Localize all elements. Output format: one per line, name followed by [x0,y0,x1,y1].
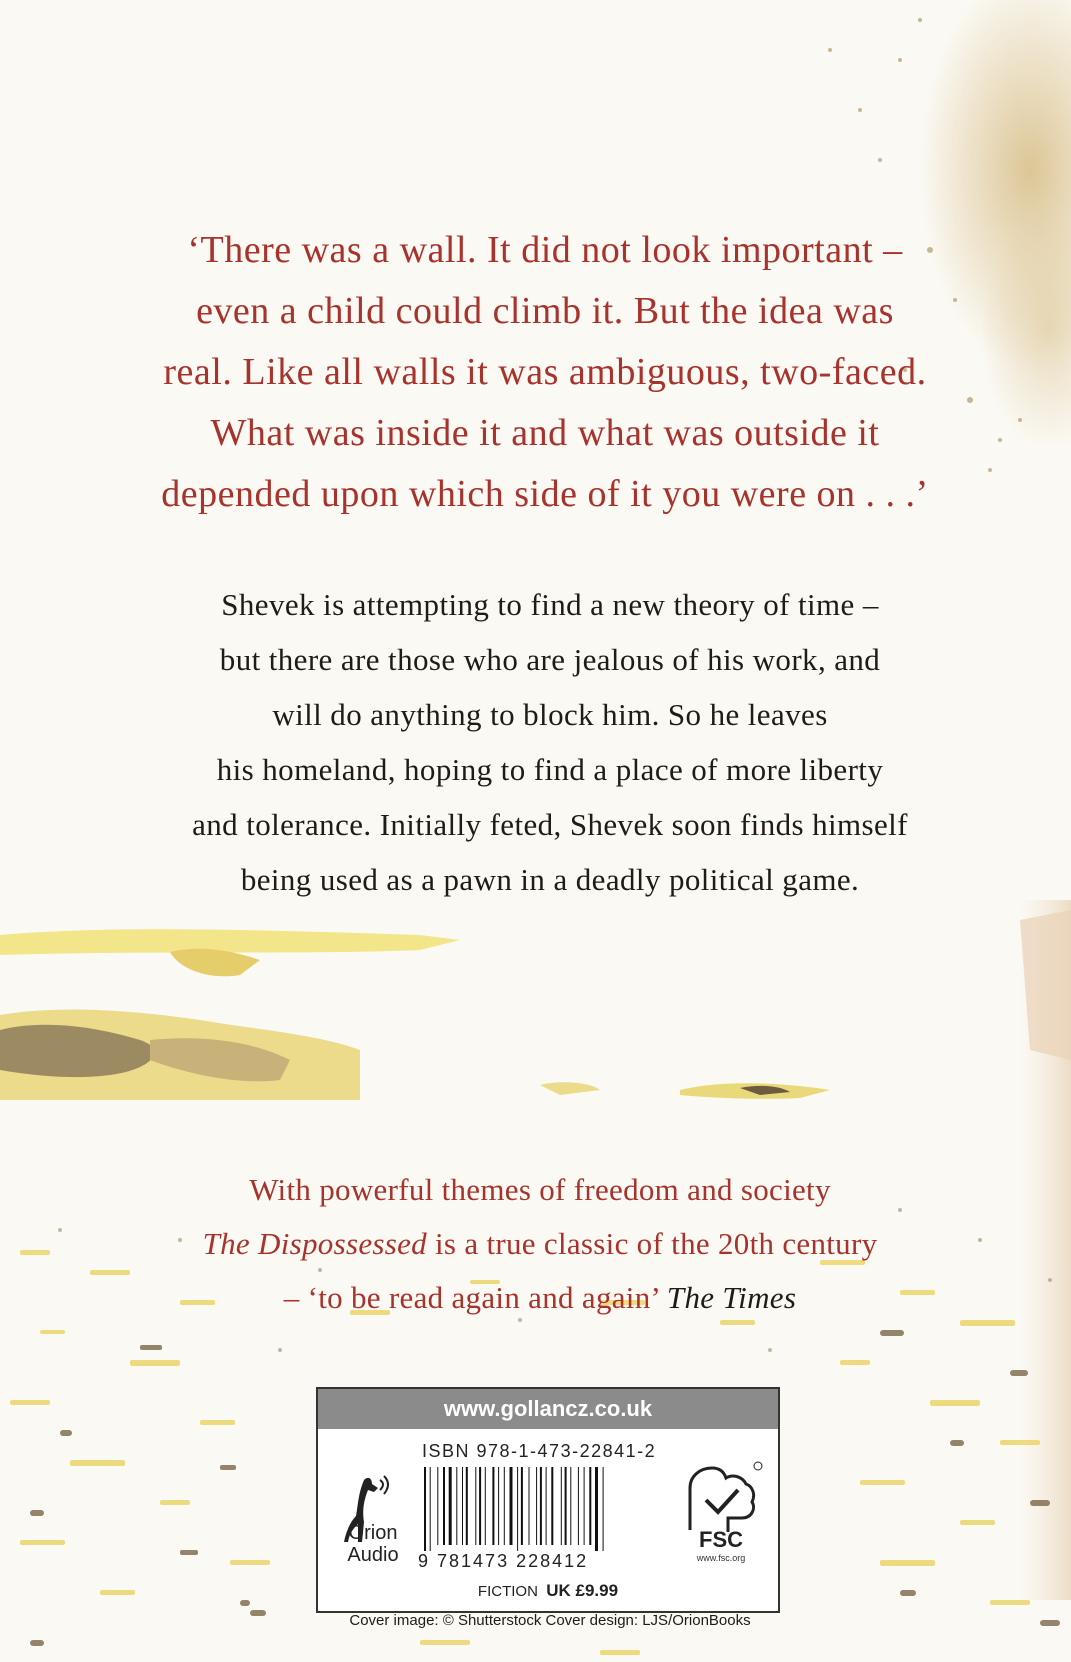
quote-line: What was inside it and what was outside it [210,412,880,454]
quote-line: depended upon which side of it you were on . . .’ [161,473,929,515]
barcode-bar [570,1467,571,1545]
barcode-digits: 9 781473 228412 [418,1551,589,1571]
barcode-bar [498,1467,499,1545]
blurb-line: his homeland, hoping to find a place of more liberty [216,752,884,787]
quote-line: real. Like all walls it was ambiguous, two-faced. [163,351,927,393]
barcode-bar [430,1467,431,1551]
barcode-bar [479,1467,481,1545]
orion-label-line: Audio [347,1544,399,1566]
barcode-bar [485,1467,486,1545]
praise-line-1: With powerful themes of freedom and society [249,1172,831,1207]
price-line [318,1581,778,1601]
blurb-line: being used as a pawn in a deadly political game. [240,862,860,897]
genre-label: FICTION [477,1583,538,1600]
quote-line: even a child could climb it. But the idea was [196,290,894,332]
barcode-bar [595,1467,598,1551]
blurb-line: Shevek is attempting to find a new theory of time – [221,587,879,622]
barcode-bar [456,1467,457,1545]
cover-credit: Cover image: © Shutterstock Cover design: LJS/OrionBooks [349,1612,751,1629]
barcode-bar [466,1467,468,1545]
barcode-bar [540,1467,542,1545]
price-label: UK £9.99 [546,1581,619,1600]
praise-line-2-rest: is a true classic of the 20th century [426,1226,878,1261]
barcode-bar [504,1467,505,1545]
praise-quote [140,1163,940,1325]
barcode-bar [443,1467,445,1545]
quote-line: ‘There was a wall. It did not look important – [187,229,903,271]
publisher-url: www.gollancz.co.uk [318,1389,778,1429]
blurb-line: but there are those who are jealous of his work, and [219,642,881,677]
barcode-bar [584,1467,585,1545]
fsc-label: FSC [699,1527,743,1552]
barcode-bar [449,1467,452,1545]
barcode-bar [546,1467,547,1545]
praise-line-2 [140,1217,940,1271]
barcode [422,1467,662,1551]
barcode-bar [492,1467,494,1545]
barcode-bar [517,1467,518,1551]
blurb-line: will do anything to block him. So he leaves [272,697,828,732]
blurb-line: and tolerance. Initially feted, Shevek soon finds himself [192,807,908,842]
barcode-bar [565,1467,567,1545]
barcode-bar [561,1467,562,1545]
barcode-bar [536,1467,537,1545]
orion-audio-label [338,1522,408,1566]
barcode-bar [475,1467,476,1545]
fsc-url: www.fsc.org [696,1553,746,1563]
isbn-number: ISBN 978-1-473-22841-2 [422,1441,657,1461]
book-title: The Dispossessed [202,1226,427,1261]
cover-quote [150,220,940,525]
barcode-bar [521,1467,523,1545]
praise-line-3 [140,1271,940,1325]
praise-line-3-text: – ‘to be read again and again’ [283,1280,667,1315]
barcode-panel [316,1387,780,1613]
barcode-bar [462,1467,463,1545]
barcode-bar [589,1467,591,1545]
barcode-bar [603,1467,604,1551]
barcode-bar [529,1467,530,1545]
barcode-bar [424,1467,426,1551]
praise-source: The Times [666,1280,797,1315]
barcode-bar [510,1467,513,1545]
book-blurb [160,577,940,907]
barcode-bar [551,1467,553,1545]
barcode-bar [437,1467,438,1545]
barcode-bar [578,1467,579,1545]
orion-label-line: Orion [348,1522,398,1544]
